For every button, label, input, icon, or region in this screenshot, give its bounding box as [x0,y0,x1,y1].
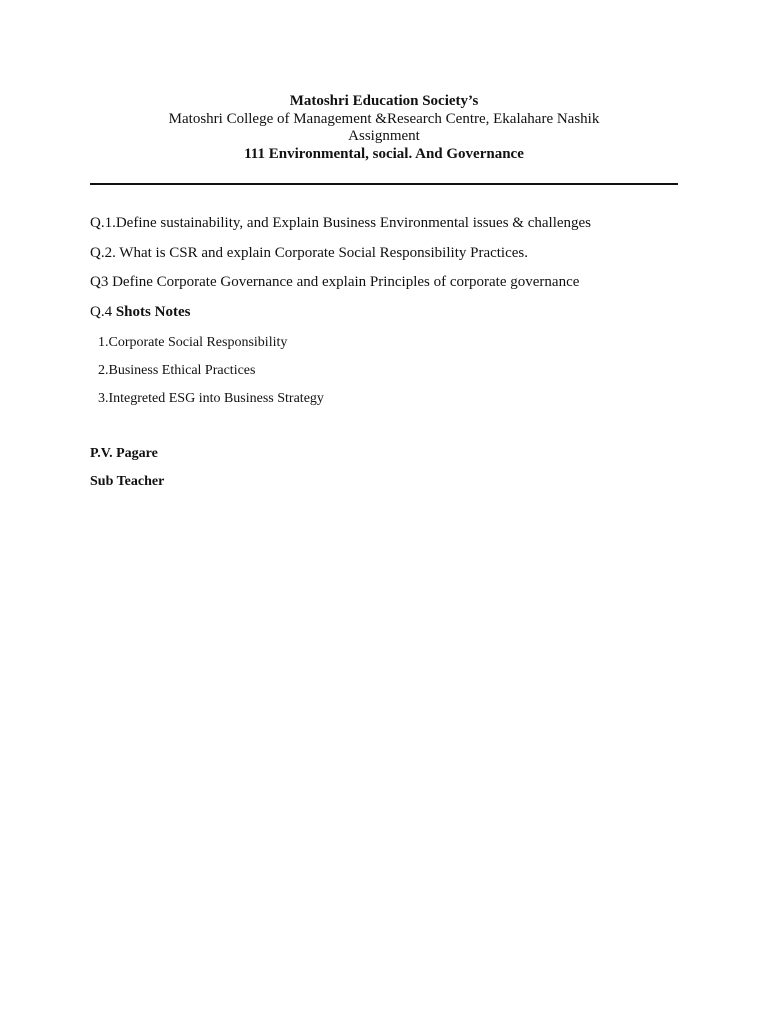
question-4-prefix: Q.4 [90,303,116,320]
college-name: Matoshri College of Management &Research Centre, Ekalahare Nashik [168,110,600,127]
note-item: 3.Integreted ESG into Business Strategy [98,391,324,406]
question-3: Q3 Define Corporate Governance and explain Principles of corporate governance [90,274,580,291]
question-4-title: Shots Notes [115,303,191,320]
note-item: 1.Corporate Social Responsibility [98,335,288,350]
header-divider [90,183,678,185]
teacher-role: Sub Teacher [90,474,165,489]
question-1: Q.1.Define sustainability, and Explain Business Environmental issues & challenges [90,215,592,231]
document-type: Assignment [348,128,420,144]
teacher-name: P.V. Pagare [90,446,158,461]
signature-block [90,445,164,501]
document-header [90,93,678,163]
question-2: Q.2. What is CSR and explain Corporate Social Responsibility Practices. [90,244,528,261]
subject-title: 111 Environmental, social. And Governance [244,145,524,162]
question-list [90,213,690,331]
society-name: Matoshri Education Society’s [289,93,479,109]
question-4 [90,302,690,332]
note-item: 2.Business Ethical Practices [98,363,256,378]
short-notes-list [98,334,324,418]
